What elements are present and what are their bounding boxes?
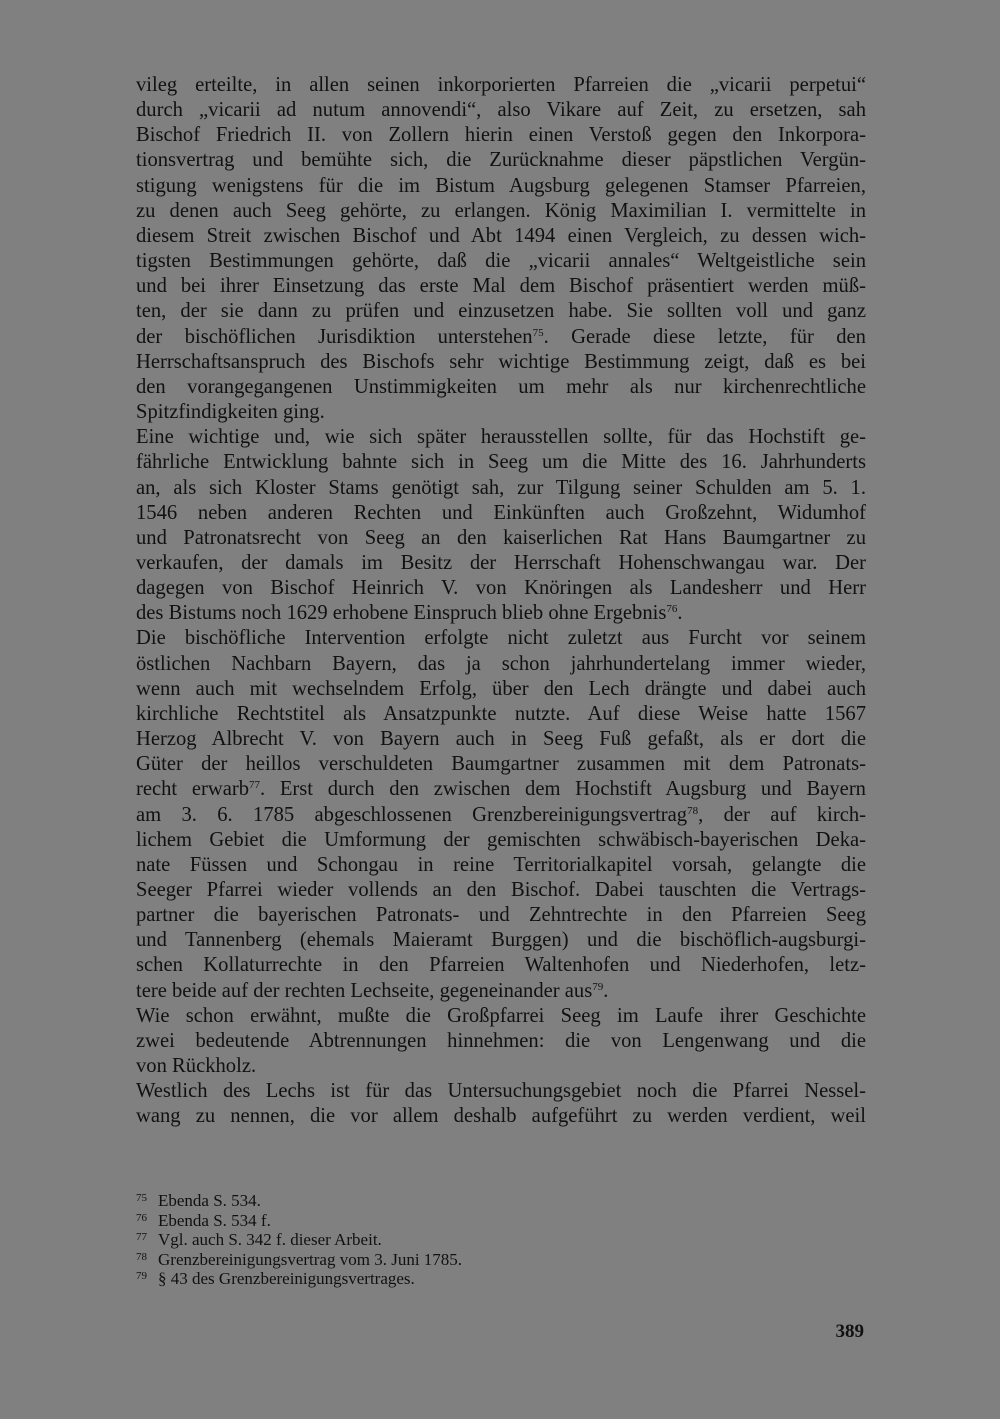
text-segment: am 3. 6. 1785 abgeschlossenen Grenzbereinigungsvertrag xyxy=(136,803,688,826)
text-line: lichem Gebiet die Umformung der gemischten schwäbisch-bayerischen Deka- xyxy=(136,828,866,851)
body-text xyxy=(136,73,866,1130)
page-number: 389 xyxy=(835,1321,864,1342)
text-line xyxy=(136,803,866,828)
text-line: partner die bayerischen Patronats- und Zehntrechte in den Pfarreien Seeg xyxy=(136,904,866,927)
footnote-text: Vgl. auch S. 342 f. dieser Arbeit. xyxy=(158,1230,382,1250)
text-line: und Patronatsrecht von Seeg an den kaiserlichen Rat Hans Baumgartner zu xyxy=(136,526,866,549)
text-line: Herzog Albrecht V. von Bayern auch in Seeg Fuß gefaßt, als er dort die xyxy=(136,728,866,751)
text-segment: recht erwarb xyxy=(136,778,250,801)
text-segment: , der auf kirch- xyxy=(698,803,866,826)
text-line: von Rückholz. xyxy=(136,1055,257,1078)
footnote-text: Ebenda S. 534. xyxy=(158,1191,261,1210)
text-line: ten, der sie dann zu prüfen und einzusetzen habe. Sie sollten voll und ganz xyxy=(136,300,866,323)
footnote-text: § 43 des Grenzbereinigungsvertrages. xyxy=(158,1269,415,1289)
footnote-reference[interactable]: 76 xyxy=(666,603,678,616)
footnote: 75 Ebenda S. 534. xyxy=(136,1191,261,1210)
text-segment: . xyxy=(543,325,549,348)
text-line: fährliche Entwicklung bahnte sich in Seeg um die Mitte des 16. Jahrhunderts xyxy=(136,451,866,474)
footnote-reference[interactable]: 79 xyxy=(592,980,604,993)
text-line: Bischof Friedrich II. von Zollern hierin einen Verstoß gegen den Inkorpora- xyxy=(136,124,866,147)
text-segment: . xyxy=(603,979,609,1002)
text-line: diesem Streit zwischen Bischof und Abt 1494 einen Vergleich, zu dessen wich- xyxy=(136,224,866,247)
text-line: östlichen Nachbarn Bayern, das ja schon jahrhundertelang immer wieder, xyxy=(136,652,866,675)
text-line: wang zu nennen, die vor allem deshalb aufgeführt zu werden verdient, weil xyxy=(136,1105,866,1128)
text-line: wenn auch mit wechselndem Erfolg, über den Lech drängte und dabei auch xyxy=(136,677,866,700)
text-segment: Gerade diese letzte, für den xyxy=(548,325,866,348)
text-line xyxy=(136,777,866,802)
text-line: Herrschaftsanspruch des Bischofs sehr wichtige Bestimmung zeigt, daß es bei xyxy=(136,350,866,373)
footnote-reference[interactable]: 75 xyxy=(532,326,544,339)
text-line: zu denen auch Seeg gehörte, zu erlangen. König Maximilian I. vermittelte in xyxy=(136,199,866,222)
text-segment: . Erst durch den zwischen dem Hochstift Augsburg und Bayern xyxy=(260,778,866,801)
footnote-reference[interactable]: 77 xyxy=(249,779,261,792)
text-line: Spitzfindigkeiten ging. xyxy=(136,401,325,424)
text-line: kirchliche Rechtstitel als Ansatzpunkte nutzte. Auf diese Weise hatte 1567 xyxy=(136,702,866,725)
text-line: an, als sich Kloster Stams genötigt sah, zur Tilgung seiner Schulden am 5. 1. xyxy=(136,476,866,499)
text-segment: der bischöflichen Jurisdiktion unterstehen xyxy=(136,325,533,348)
footnote: 76 Ebenda S. 534 f. xyxy=(136,1210,271,1230)
text-line xyxy=(136,601,866,626)
text-line: Güter der heillos verschuldeten Baumgartner zusammen mit dem Patronats- xyxy=(136,753,866,776)
footnote: 79 § 43 des Grenzbereinigungsvertrages. xyxy=(136,1269,415,1289)
footnote: 77 Vgl. auch S. 342 f. dieser Arbeit. xyxy=(136,1230,382,1250)
text-line: tionsvertrag und bemühte sich, die Zurücknahme dieser päpstlichen Vergün- xyxy=(136,149,866,172)
text-line xyxy=(136,979,866,1004)
text-line: und bei ihrer Einsetzung das erste Mal dem Bischof präsentiert werden müß- xyxy=(136,275,866,298)
text-line: Westlich des Lechs ist für das Untersuchungsgebiet noch die Pfarrei Nessel- xyxy=(136,1080,866,1103)
text-line xyxy=(136,325,866,350)
text-line: dagegen von Bischof Heinrich V. von Knöringen als Landesherr und Herr xyxy=(136,577,866,600)
text-line: den vorangegangenen Unstimmigkeiten um mehr als nur kirchenrechtliche xyxy=(136,375,866,398)
text-segment: tere beide auf der rechten Lechseite, gegeneinander aus xyxy=(136,979,593,1002)
text-line: und Tannenberg (ehemals Maieramt Burggen) und die bischöflich-augsburgi- xyxy=(136,929,866,952)
text-line: nate Füssen und Schongau in reine Territorialkapitel vorsah, gelangte die xyxy=(136,853,866,876)
footnote-text: Grenzbereinigungsvertrag vom 3. Juni 1785. xyxy=(158,1249,463,1269)
text-line: durch „vicarii ad nutum annovendi“, also Vikare auf Zeit, zu ersetzen, sah xyxy=(136,99,866,122)
text-line: verkaufen, der damals im Besitz der Herrschaft Hohenschwangau war. Der xyxy=(136,551,866,574)
footnote-reference[interactable]: 78 xyxy=(687,804,699,817)
text-line: vileg erteilte, in allen seinen inkorporierten Pfarreien die „vicarii perpetui“ xyxy=(136,74,866,96)
text-line: Die bischöfliche Intervention erfolgte nicht zuletzt aus Furcht vor seinem xyxy=(136,627,866,650)
text-line: 1546 neben anderen Rechten und Einkünften auch Großzehnt, Widumhof xyxy=(136,501,866,524)
text-line: Seeger Pfarrei wieder vollends an den Bischof. Dabei tauschten die Vertrags- xyxy=(136,879,866,901)
text-line: tigsten Bestimmungen gehörte, daß die „vicarii annales“ Weltgeistliche sein xyxy=(136,250,866,273)
text-line: Eine wichtige und, wie sich später herausstellen sollte, für das Hochstift ge- xyxy=(136,426,866,449)
text-line: schen Kollaturrechte in den Pfarreien Waltenhofen und Niederhofen, letz- xyxy=(136,954,866,977)
footnotes xyxy=(136,1191,866,1289)
footnote-text: Ebenda S. 534 f. xyxy=(158,1210,271,1230)
text-segment: . xyxy=(677,602,683,625)
text-line: stigung wenigstens für die im Bistum Augsburg gelegenen Stamser Pfarreien, xyxy=(136,174,866,197)
text-segment: des Bistums noch 1629 erhobene Einspruch blieb ohne Ergebnis xyxy=(136,602,667,625)
text-line: Wie schon erwähnt, mußte die Großpfarrei Seeg im Laufe ihrer Geschichte xyxy=(136,1004,866,1027)
text-line: zwei bedeutende Abtrennungen hinnehmen: die von Lengenwang und die xyxy=(136,1029,866,1052)
footnote: 78 Grenzbereinigungsvertrag vom 3. Juni 1785. xyxy=(136,1249,463,1269)
